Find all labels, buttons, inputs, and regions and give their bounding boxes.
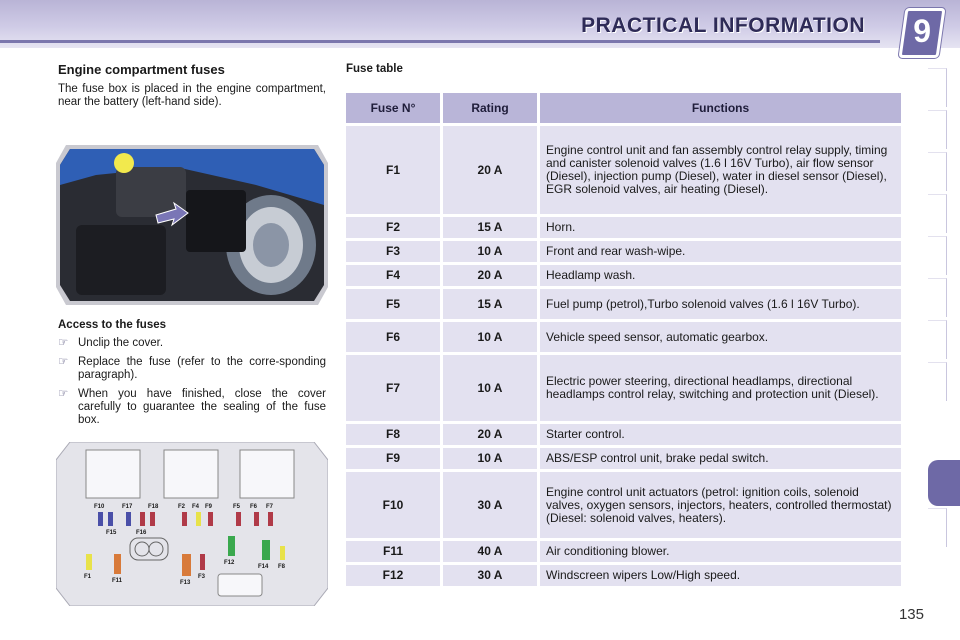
fuse-function: Engine control unit actuators (petrol: ignition coils, solenoid valves, oxygen sensors, injectors, heaters, controlled thermostat) (Diesel: solenoid valves, heaters). (540, 472, 901, 538)
fuse-function: Front and rear wash-wipe. (540, 241, 901, 262)
fuse-rating: 40 A (443, 541, 537, 562)
fuse-label: F11 (112, 578, 123, 584)
fuse-label: F2 (178, 504, 186, 510)
table-row (346, 448, 901, 469)
access-step (58, 388, 326, 427)
side-tab[interactable] (928, 194, 947, 233)
fuse-label: F1 (84, 574, 92, 580)
chapter-number: 9 (913, 13, 932, 49)
table-row (346, 322, 901, 352)
fuse-number: F8 (346, 424, 440, 445)
fuse-label: F4 (192, 504, 200, 510)
access-step (58, 356, 326, 382)
fuse-rating: 10 A (443, 355, 537, 421)
table-row (346, 265, 901, 286)
fuse-label: F6 (250, 504, 258, 510)
fuse-number: F12 (346, 565, 440, 586)
table-row (346, 472, 901, 538)
step-text: Replace the fuse (refer to the corre-sponding paragraph). (78, 356, 326, 381)
table-row (346, 241, 901, 262)
hand-pointer-icon: ☞ (58, 356, 69, 368)
table-row (346, 355, 901, 421)
fuse-label: F18 (148, 504, 159, 510)
side-tab[interactable] (928, 320, 947, 359)
fuse-box-diagram (56, 442, 328, 606)
fuse-rating: 15 A (443, 217, 537, 238)
fuse-number: F4 (346, 265, 440, 286)
access-step (58, 337, 326, 350)
access-steps (58, 337, 326, 433)
side-tab[interactable] (928, 508, 947, 547)
table-header-row (346, 93, 901, 123)
fuse-number: F3 (346, 241, 440, 262)
page-title: PRACTICAL INFORMATION (581, 14, 865, 37)
engine-photo (56, 145, 328, 305)
fuse-label: F3 (198, 574, 206, 580)
fuse-rating: 20 A (443, 265, 537, 286)
table-row (346, 217, 901, 238)
fuse-function: Air conditioning blower. (540, 541, 901, 562)
column-header-functions: Functions (540, 93, 901, 123)
fuse-label: F13 (180, 580, 191, 586)
fuse-label: F15 (106, 530, 117, 536)
side-tab-active[interactable] (928, 460, 960, 506)
fuse-function: Starter control. (540, 424, 901, 445)
column-header-rating: Rating (443, 93, 537, 123)
intro-text: The fuse box is placed in the engine compartment, near the battery (left-hand side). (58, 83, 326, 108)
table-row (346, 565, 901, 586)
fuse-table (343, 90, 904, 589)
fuse-label: F7 (266, 504, 274, 510)
fuse-number: F7 (346, 355, 440, 421)
side-tab[interactable] (928, 362, 947, 401)
fuse-function: Engine control unit and fan assembly control relay supply, timing and canister solenoid valves (1.6 l 16V Turbo), air flow sensor (Diesel), injection pump (Diesel), water in diesel sensor (Diesel), EGR solenoid valves, air heating (Diesel). (540, 126, 901, 214)
step-text: When you have finished, close the cover carefully to guarantee the sealing of the fuse box. (78, 388, 326, 426)
fuse-label: F5 (233, 504, 241, 510)
fuse-label: F10 (94, 504, 105, 510)
fuse-rating: 20 A (443, 126, 537, 214)
side-tab[interactable] (928, 278, 947, 317)
fuse-rating: 20 A (443, 424, 537, 445)
fuse-label: F16 (136, 530, 147, 536)
header-rule (0, 40, 880, 43)
fuse-number: F6 (346, 322, 440, 352)
side-tab[interactable] (928, 236, 947, 275)
access-title: Access to the fuses (58, 319, 167, 331)
fuse-rating: 10 A (443, 322, 537, 352)
section-title: Engine compartment fuses (58, 62, 225, 77)
chapter-badge (898, 8, 945, 58)
fuse-number: F10 (346, 472, 440, 538)
fuse-number: F2 (346, 217, 440, 238)
fuse-label: F8 (278, 564, 286, 570)
step-text: Unclip the cover. (78, 337, 164, 349)
fuse-label: F12 (224, 560, 235, 566)
fuse-table-wrapper (343, 90, 904, 589)
fuse-function: Windscreen wipers Low/High speed. (540, 565, 901, 586)
column-header-fuse: Fuse N° (346, 93, 440, 123)
fuse-function: Electric power steering, directional headlamps, directional headlamps control relay, switching and protection unit (Diesel). (540, 355, 901, 421)
fuse-table-title: Fuse table (346, 63, 403, 75)
table-row (346, 126, 901, 214)
fuse-number: F5 (346, 289, 440, 319)
side-tab[interactable] (928, 152, 947, 191)
fuse-number: F11 (346, 541, 440, 562)
fuse-rating: 15 A (443, 289, 537, 319)
table-row (346, 541, 901, 562)
fuse-function: ABS/ESP control unit, brake pedal switch. (540, 448, 901, 469)
hand-pointer-icon: ☞ (58, 337, 69, 349)
fuse-label: F14 (258, 564, 269, 570)
fuse-label: F17 (122, 504, 133, 510)
side-tab[interactable] (928, 110, 947, 149)
fuse-function: Vehicle speed sensor, automatic gearbox. (540, 322, 901, 352)
fuse-number: F9 (346, 448, 440, 469)
fuse-function: Headlamp wash. (540, 265, 901, 286)
fuse-function: Horn. (540, 217, 901, 238)
fuse-label: F9 (205, 504, 213, 510)
table-row (346, 289, 901, 319)
fuse-rating: 30 A (443, 472, 537, 538)
hand-pointer-icon: ☞ (58, 388, 69, 400)
fuse-rating: 30 A (443, 565, 537, 586)
page-number: 135 (898, 606, 924, 623)
fuse-rating: 10 A (443, 241, 537, 262)
fuse-number: F1 (346, 126, 440, 214)
fuse-function: Fuel pump (petrol),Turbo solenoid valves (1.6 l 16V Turbo). (540, 289, 901, 319)
side-tab[interactable] (928, 68, 947, 107)
table-row (346, 424, 901, 445)
fuse-rating: 10 A (443, 448, 537, 469)
